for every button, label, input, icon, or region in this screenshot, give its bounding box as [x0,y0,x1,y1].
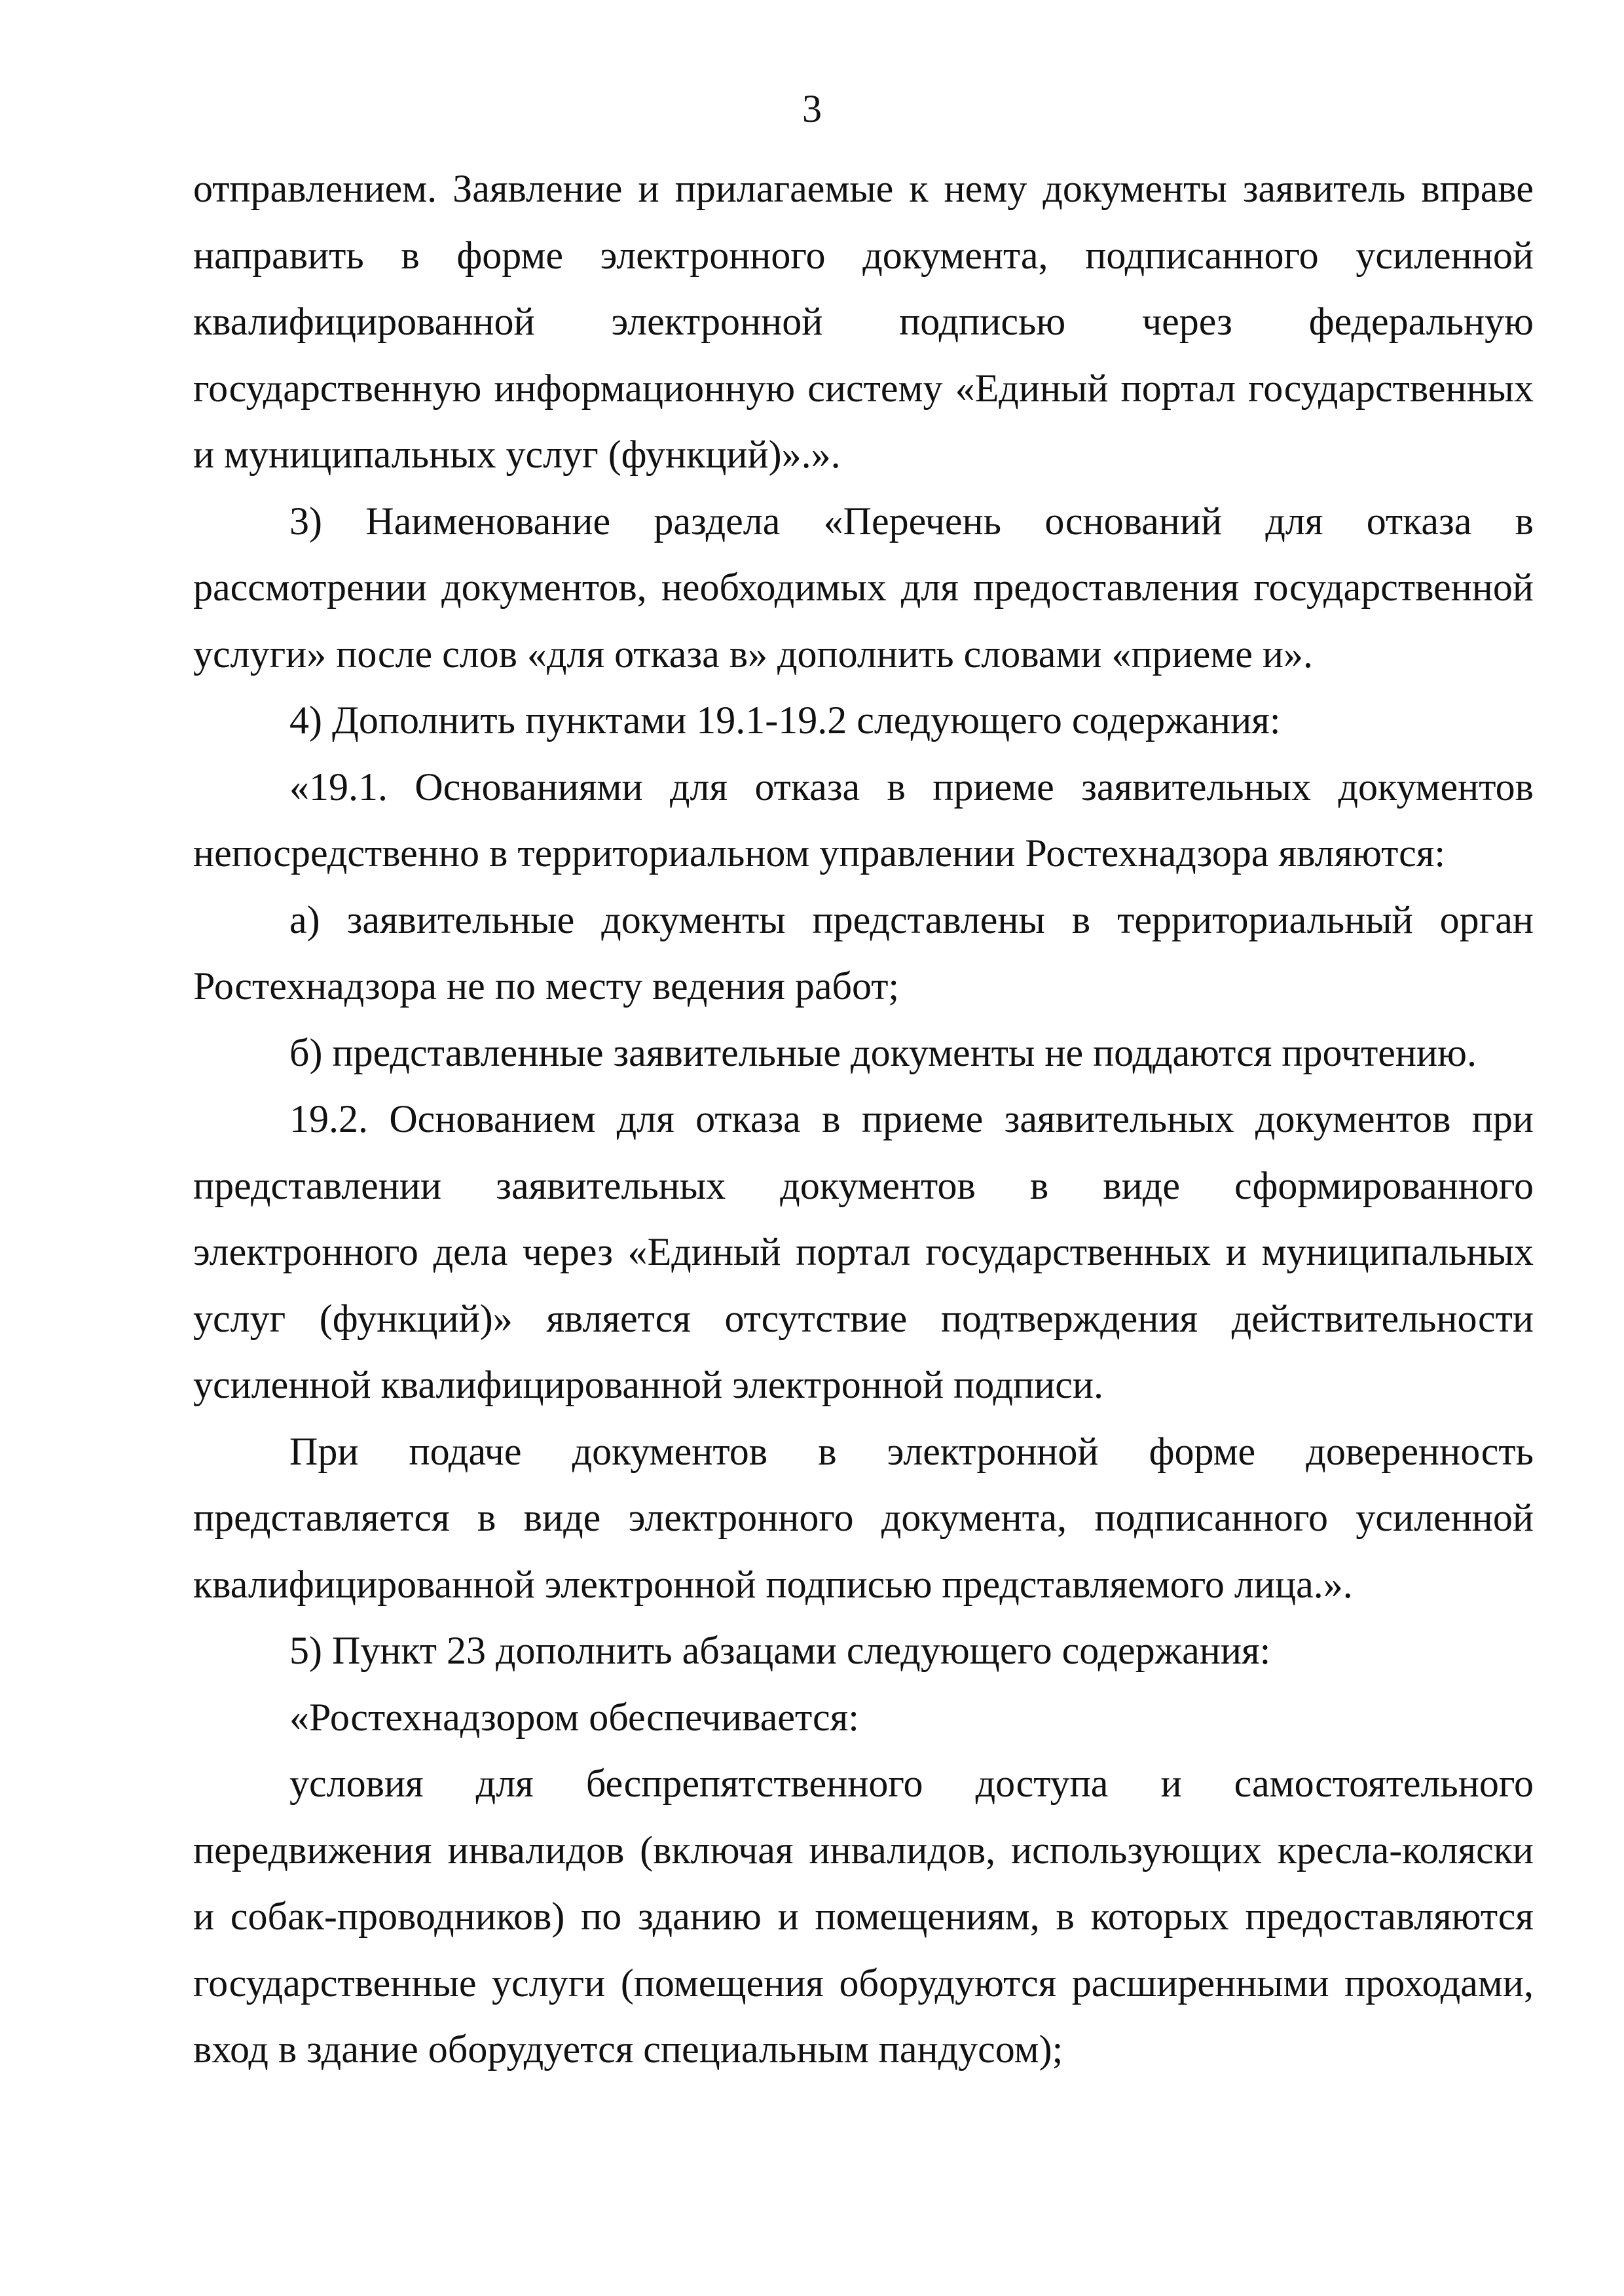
paragraph-rostechnadzor-provides: «Ростехнадзором обеспечивается: [289,1695,859,1739]
document-body [193,156,1534,2083]
paragraph-19-2: 19.2. Основанием для отказа в приеме заявительных документов при представлении заявительных документов в виде сформированного электронного дела через «Единый портал государственных и муниципальных услуг (функций)» является отсутствие подтверждения действительности усиленной квалифицированной электронной подписи. [193,1097,1534,1406]
paragraph-19-1-b: б) представленные заявительные документы не поддаются прочтению. [289,1030,1477,1074]
paragraph-19-1: «19.1. Основаниями для отказа в приеме заявительных документов непосредственно в территориальном управлении Ростехнадзора являются: [193,765,1534,875]
paragraph-accessibility-conditions: условия для беспрепятственного доступа и самостоятельного передвижения инвалидов (включая инвалидов, использующих кресла-коляски и собак-проводников) по зданию и помещениям, в которых предоставляются государственные услуги (помещения оборудуются расширенными проходами, вход в здание оборудуется специальным пандусом); [193,1762,1534,2071]
paragraph-continuation: отправлением. Заявление и прилагаемые к нему документы заявитель вправе направить в форме электронного документа, подписанного усиленной квалифицированной электронной подписью через федеральную государственную информационную систему «Единый портал государственных и муниципальных услуг (функций)».». [193,167,1534,476]
paragraph-item-5: 5) Пункт 23 дополнить абзацами следующего содержания: [289,1629,1271,1672]
paragraph-19-1-a: а) заявительные документы представлены в территориальный орган Ростехнадзора не по месту ведения работ; [193,898,1534,1008]
paragraph-item-3: 3) Наименование раздела «Перечень оснований для отказа в рассмотрении документов, необходимых для предоставления государственной услуги» после слов «для отказа в» дополнить словами «приеме и». [193,499,1534,676]
page-number: 3 [802,87,822,130]
paragraph-power-of-attorney: При подаче документов в электронной форме доверенность представляется в виде электронного документа, подписанного усиленной квалифицированной электронной подписью представляемого лица.». [193,1429,1534,1606]
paragraph-item-4: 4) Дополнить пунктами 19.1-19.2 следующего содержания: [289,699,1281,742]
